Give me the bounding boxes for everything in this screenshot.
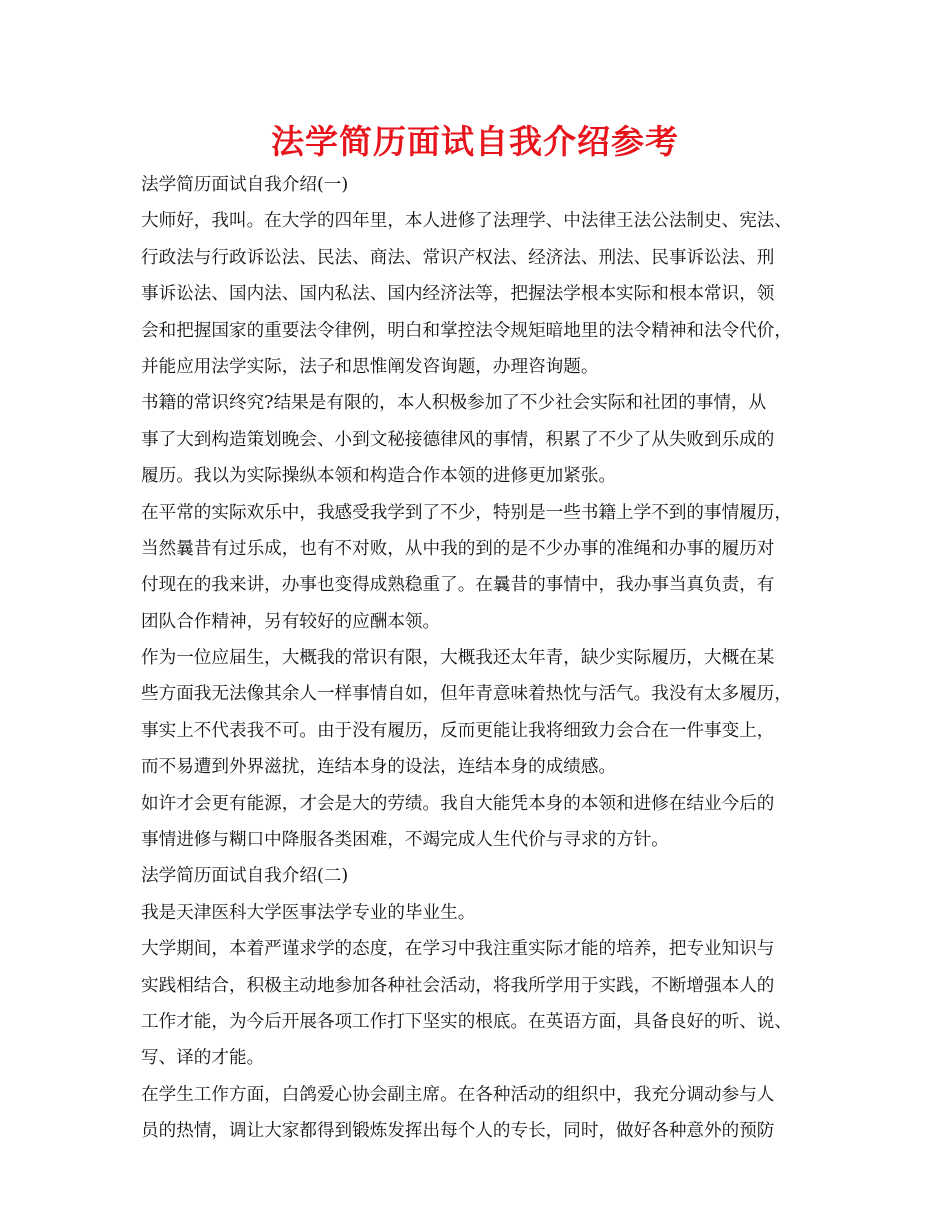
text-line: 在学生工作方面，白鸽爱心协会副主席。在各种活动的组织中，我充分调动参与人 — [141, 1084, 775, 1105]
text-line: 团队合作精神，另有较好的应酬本领。 — [141, 611, 441, 632]
text-line: 事情进修与糊口中降服各类困难，不竭完成人生代价与寻求的方针。 — [141, 830, 669, 851]
text-line: 书籍的常识终究?结果是有限的，本人积极参加了不少社会实际和社团的事情，从 — [141, 393, 767, 414]
text-line: 实践相结合，积极主动地参加各种社会活动，将我所学用于实践，不断增强本人的 — [141, 975, 775, 996]
text-line: 事诉讼法、国内法、国内私法、国内经济法等，把握法学根本实际和根本常识，领 — [141, 284, 775, 305]
text-line: 并能应用法学实际，法子和思惟阐发咨询题，办理咨询题。 — [141, 356, 599, 377]
text-line: 付现在的我来讲，办事也变得成熟稳重了。在曩昔的事情中，我办事当真负责，有 — [141, 575, 775, 596]
text-line: 事了大到构造策划晚会、小到文秘接德律风的事情，积累了不少了从失败到乐成的 — [141, 429, 775, 450]
text-line: 大师好，我叫。在大学的四年里，本人进修了法理学、中法律王法公法制史、宪法、 — [141, 211, 792, 232]
text-line: 我是天津医科大学医事法学专业的毕业生。 — [141, 902, 476, 923]
text-line: 工作才能，为今后开展各项工作打下坚实的根底。在英语方面，具备良好的听、说、 — [141, 1011, 792, 1032]
text-line: 作为一位应届生，大概我的常识有限，大概我还太年青，缺少实际履历，大概在某 — [141, 648, 775, 669]
text-line: 而不易遭到外界滋扰，连结本身的设法，连结本身的成绩感。 — [141, 757, 617, 778]
text-line: 些方面我无法像其余人一样事情自如，但年青意味着热忱与活气。我没有太多履历， — [141, 684, 792, 705]
text-line: 会和把握国家的重要法令律例，明白和掌控法令规矩暗地里的法令精神和法令代价， — [141, 320, 792, 341]
text-line: 员的热情，调让大家都得到锻炼发挥出每个人的专长，同时，做好各种意外的预防 — [141, 1121, 775, 1142]
document-title: 法学简历面试自我介绍参考 — [271, 122, 679, 161]
text-line: 如许才会更有能源，才会是大的劳绩。我自大能凭本身的本领和进修在结业今后的 — [141, 793, 775, 814]
document-body — [141, 167, 831, 1150]
text-line: 写、译的才能。 — [141, 1048, 265, 1069]
text-line: 法学简历面试自我介绍(一) — [141, 175, 349, 195]
text-line: 行政法与行政诉讼法、民法、商法、常识产权法、经济法、刑法、民事诉讼法、刑 — [141, 247, 775, 268]
text-line: 履历。我以为实际操纵本领和构造合作本领的进修更加紧张。 — [141, 466, 617, 487]
text-line: 事实上不代表我不可。由于没有履历，反而更能让我将细致力会合在一件事变上， — [141, 720, 775, 741]
text-line: 大学期间，本着严谨求学的态度，在学习中我注重实际才能的培养，把专业知识与 — [141, 939, 775, 960]
text-line: 在平常的实际欢乐中，我感受我学到了不少，特别是一些书籍上学不到的事情履历， — [141, 502, 792, 523]
text-line: 当然曩昔有过乐成，也有不对败，从中我的到的是不少办事的准绳和办事的履历对 — [141, 538, 775, 559]
text-line: 法学简历面试自我介绍(二) — [141, 866, 349, 887]
